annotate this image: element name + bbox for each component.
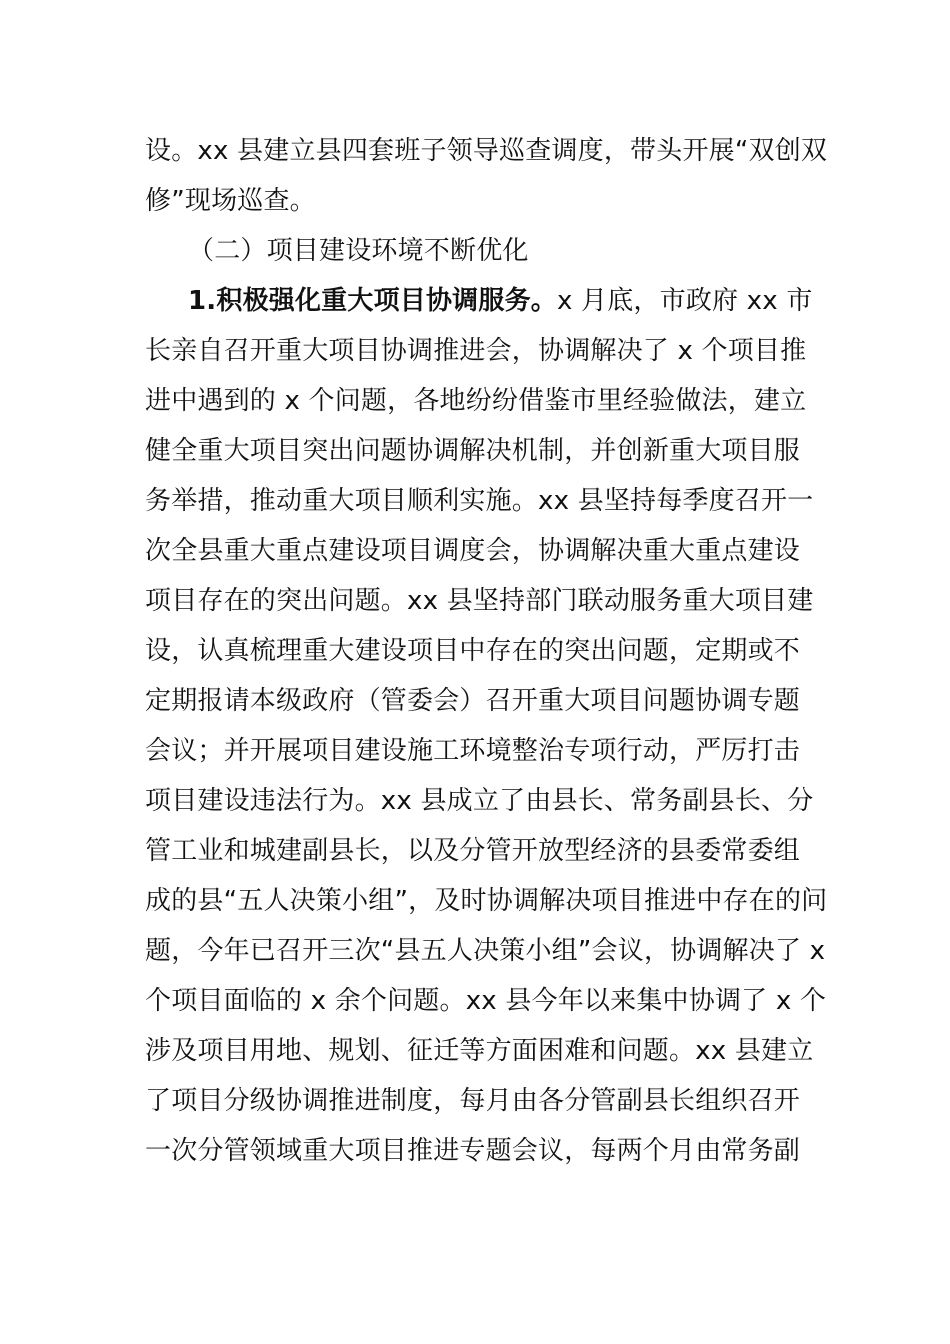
body-text-line: 会议；并开展项目建设施工环境整治专项行动，严厉打击 (145, 736, 801, 766)
body-text-line: 进中遇到的 x 个问题，各地纷纷借鉴市里经验做法，建立 (145, 386, 807, 416)
body-text-fragment: x 月底，市政府 xx 市 (556, 286, 813, 316)
body-text-line: 设。xx 县建立县四套班子领导巡查调度，带头开展“双创双 (145, 136, 828, 166)
body-text-line: 务举措，推动重大项目顺利实施。xx 县坚持每季度召开一 (145, 486, 814, 516)
section-heading: （二）项目建设环境不断优化 (188, 236, 529, 266)
item-heading: 1.积极强化重大项目协调服务。 (188, 286, 557, 316)
body-text-line: 项目建设违法行为。xx 县成立了由县长、常务副县长、分 (145, 786, 814, 816)
body-text-line: 设，认真梳理重大建设项目中存在的突出问题，定期或不 (145, 636, 801, 666)
body-text-line: 修”现场巡查。 (145, 186, 316, 216)
item-heading-line (188, 283, 868, 319)
body-text-line: 个项目面临的 x 余个问题。xx 县今年以来集中协调了 x 个 (145, 986, 827, 1016)
body-text-line: 成的县“五人决策小组”，及时协调解决项目推进中存在的问 (145, 886, 828, 916)
body-text-line: 题，今年已召开三次“县五人决策小组”会议，协调解决了 x (145, 936, 826, 966)
body-text-line: 健全重大项目突出问题协调解决机制，并创新重大项目服 (145, 436, 801, 466)
body-text-line: 定期报请本级政府（管委会）召开重大项目问题协调专题 (145, 686, 801, 716)
body-text-line: 了项目分级协调推进制度，每月由各分管副县长组织召开 (145, 1086, 801, 1116)
body-text-line: 涉及项目用地、规划、征迁等方面困难和问题。xx 县建立 (145, 1036, 814, 1066)
body-text-line: 次全县重大重点建设项目调度会，协调解决重大重点建设 (145, 536, 801, 566)
body-text-line: 项目存在的突出问题。xx 县坚持部门联动服务重大项目建 (145, 586, 814, 616)
body-text-line: 管工业和城建副县长，以及分管开放型经济的县委常委组 (145, 836, 801, 866)
body-text-line: 一次分管领域重大项目推进专题会议，每两个月由常务副 (145, 1136, 801, 1166)
body-text-line: 长亲自召开重大项目协调推进会，协调解决了 x 个项目推 (145, 336, 807, 366)
